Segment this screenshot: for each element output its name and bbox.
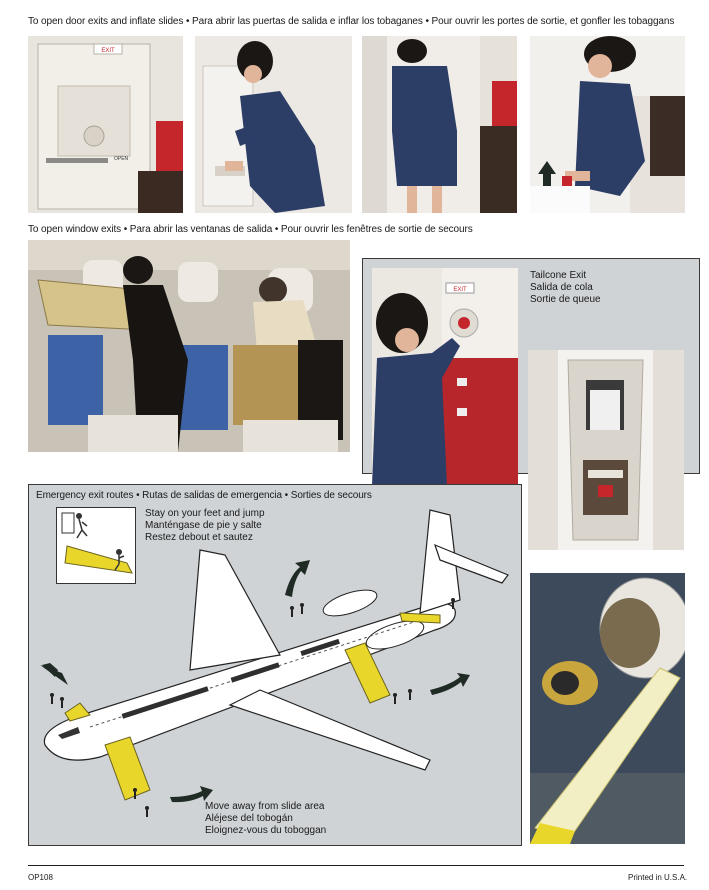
door-photo-attendant-lever bbox=[195, 36, 352, 213]
door-exit-sign: EXIT bbox=[101, 48, 115, 54]
move-away-en: Move away from slide area bbox=[205, 801, 325, 812]
jump-instruction-en: Stay on your feet and jump bbox=[145, 508, 265, 519]
door-photo-opening bbox=[362, 36, 517, 213]
door-handle-label: OPEN bbox=[114, 156, 129, 162]
door-photo-closed bbox=[28, 36, 183, 213]
jump-instruction-es: Manténgase de pie y salte bbox=[145, 520, 262, 531]
tailcone-slide-photo bbox=[530, 573, 685, 844]
window-exits-heading: To open window exits • Para abrir las ventanas de salida • Pour ouvrir les fenêtres de sortie de secours bbox=[28, 224, 473, 235]
window-exit-photo bbox=[28, 240, 350, 452]
move-away-instruction bbox=[205, 801, 326, 837]
door-photo-pulling-handle bbox=[530, 36, 685, 213]
printed-in-label: Printed in U.S.A. bbox=[628, 873, 688, 882]
document-code: OP108 bbox=[28, 873, 53, 882]
move-away-es: Aléjese del tobogán bbox=[205, 813, 293, 824]
move-away-fr: Eloignez-vous du toboggan bbox=[205, 825, 327, 836]
footer-rule bbox=[28, 865, 684, 866]
door-exits-heading: To open door exits and inflate slides • Para abrir las puertas de salida e inflar los tobaganes • Pour ouvrir les portes de sortie, et gonfler les tobaggans bbox=[28, 16, 675, 27]
tailcone-caption-es: Salida de cola bbox=[530, 282, 593, 293]
tailcone-exit-sign: EXIT bbox=[453, 287, 467, 293]
tailcone-handle-photo bbox=[372, 268, 518, 486]
tailcone-caption-fr: Sortie de queue bbox=[530, 294, 601, 305]
jump-instruction-fr: Restez debout et sautez bbox=[145, 532, 253, 543]
emergency-routes-heading: Emergency exit routes • Rutas de salidas de emergencia • Sorties de secours bbox=[36, 490, 372, 501]
tailcone-caption-en: Tailcone Exit bbox=[530, 270, 587, 281]
tailcone-corridor-photo bbox=[528, 350, 684, 550]
tailcone-exit-caption bbox=[530, 270, 601, 306]
airplane-exit-diagram bbox=[30, 505, 518, 840]
